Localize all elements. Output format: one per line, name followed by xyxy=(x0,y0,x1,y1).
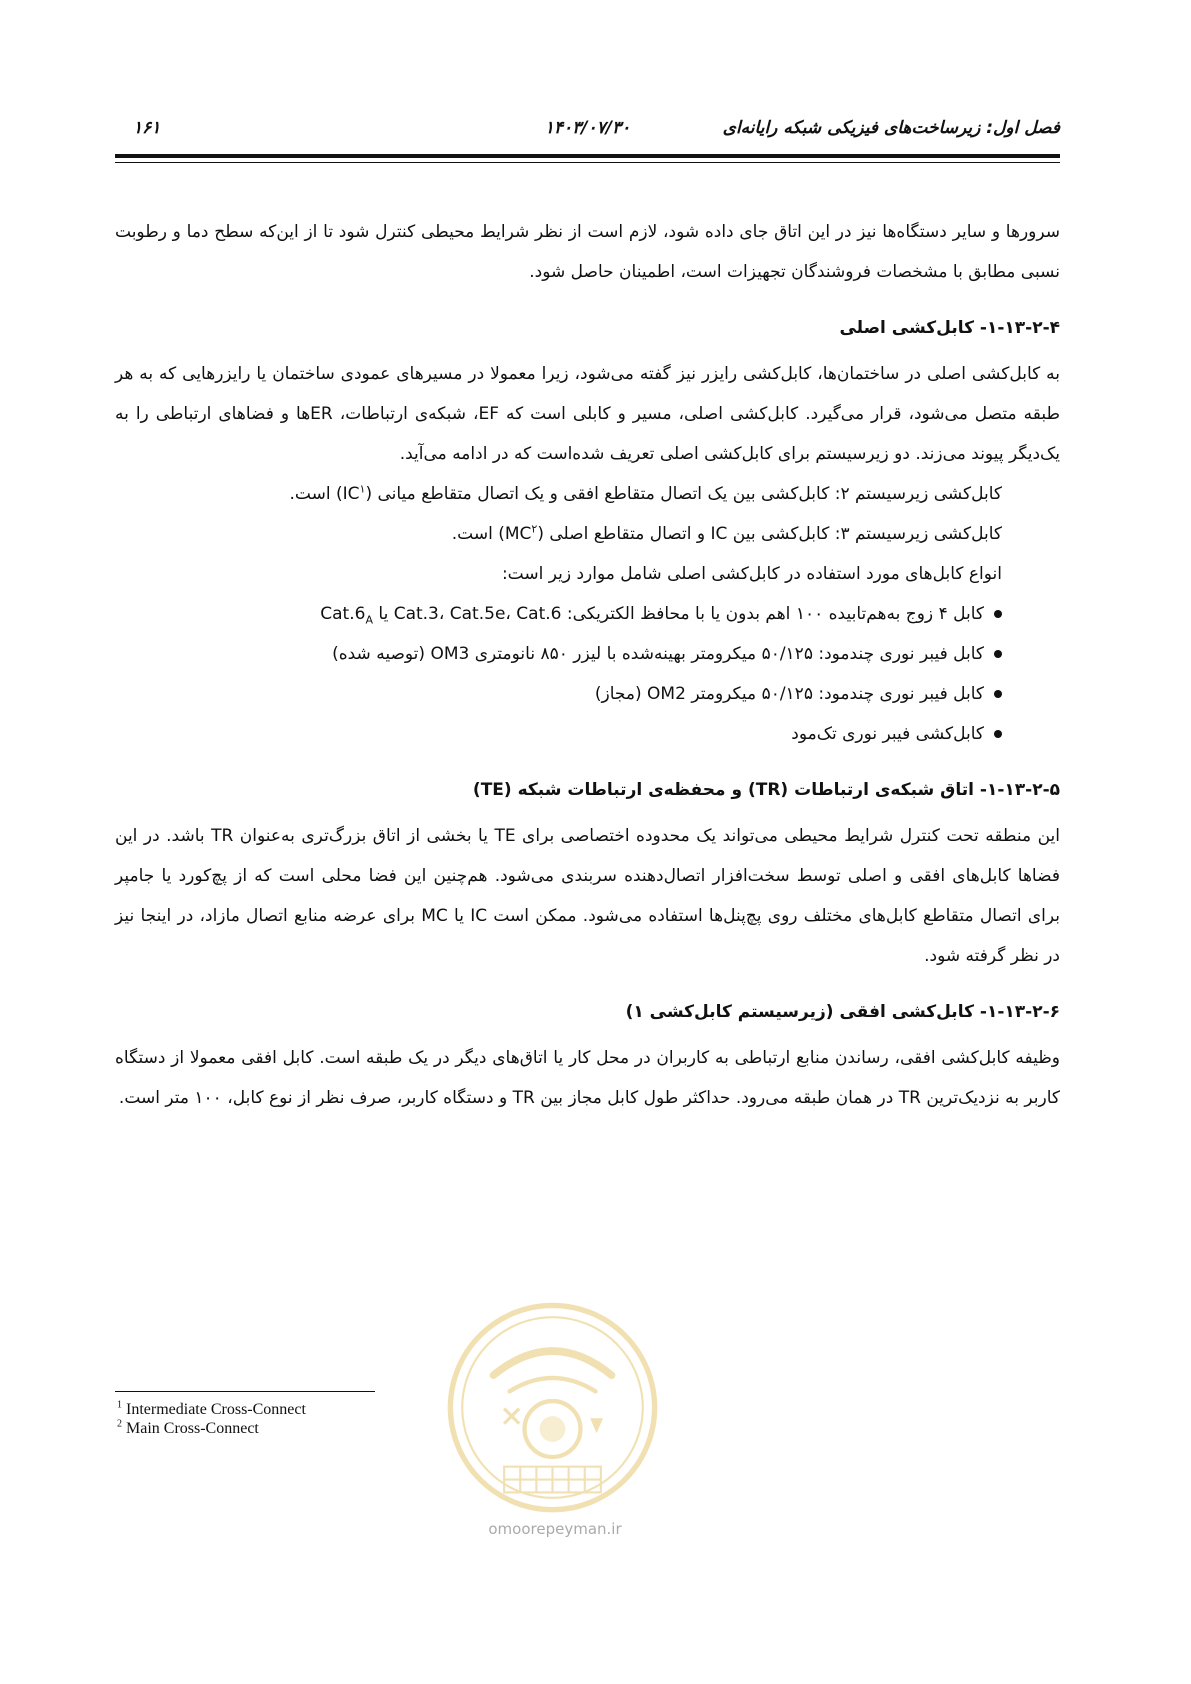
footnote-2: $^2$ Main Cross-Connect xyxy=(117,1418,259,1437)
chapter-title: فصل اول: زیرساخت‌های فیزیکی شبکه رایانه‌ای xyxy=(722,118,1060,138)
body-content xyxy=(115,212,1060,1118)
section-4-heading: ۱-۱۳-۲-۴- کابل‌کشی اصلی xyxy=(839,318,1060,338)
subsystem-3-line: کابل‌کشی زیرسیستم ۳: کابل‌کشی بین IC و اتصال متقاطع اصلی $(MC^۲)$ است. xyxy=(451,522,1002,544)
subsystem-2-line: کابل‌کشی زیرسیستم ۲: کابل‌کشی بین یک اتصال متقاطع افقی و یک اتصال متقاطع میانی $(IC^۱)$ است. xyxy=(289,482,1002,504)
list-item: کابل فیبر نوری چندمود: ۵۰/۱۲۵ میکرومتر OM2 (مجاز) xyxy=(115,674,1002,714)
section-6-paragraph: وظیفه کابل‌کشی افقی، رساندن منابع ارتباطی به کاربران در محل کار یا اتاق‌های دیگر در یک طبقه است. کابل افقی معمولا از دستگاه کاربر به نزدیک‌ترین TR در همان طبقه می‌رود. حداکثر طول کابل مجاز بین TR و دستگاه کاربر، صرف نظر از نوع کابل، ۱۰۰ متر است. xyxy=(115,1048,1060,1108)
watermark-caption: omoorepeyman.ir xyxy=(488,1520,622,1538)
list-item: کابل فیبر نوری چندمود: ۵۰/۱۲۵ میکرومتر بهینه‌شده با لیزر ۸۵۰ نانومتری OM3 (توصیه شده) xyxy=(115,634,1002,674)
list-item: کابل ۴ زوج به‌هم‌تابیده ۱۰۰ اهم بدون یا با محافظ الکتریکی: Cat.3، Cat.5e، Cat.6 یا $Cat.6_A$ xyxy=(115,594,1002,634)
list-item: کابل‌کشی فیبر نوری تک‌مود xyxy=(115,714,1002,754)
section-5-paragraph: این منطقه تحت کنترل شرایط محیطی می‌تواند یک محدوده اختصاصی برای TE یا بخشی از اتاق بزرگ‌تری به‌عنوان TR باشد. در این فضاها کابل‌های افقی و اصلی توسط سخت‌افزار اتصال‌دهنده سربندی می‌شود. هم‌چنین این فضا محلی است که از پچ‌کورد یا جامپر برای اتصال متقاطع کابل‌های مختلف روی پچ‌پنل‌ها استفاده می‌شود. ممکن است IC یا MC برای عرضه منابع اتصال مازاد، در اینجا نیز در نظر گرفته شود. xyxy=(115,826,1060,966)
header-date: ۱۴۰۳/۰۷/۳۰ xyxy=(544,118,631,138)
page-number: ۱۶۱ xyxy=(133,118,161,138)
watermark-seal-logo xyxy=(445,1300,660,1515)
footnote-1: $^1$ Intermediate Cross-Connect xyxy=(117,1399,306,1418)
subsystem-list xyxy=(115,474,1060,594)
running-header xyxy=(115,118,1060,152)
header-rule-thick xyxy=(115,154,1060,158)
cable-types-intro: انواع کابل‌های مورد استفاده در کابل‌کشی اصلی شامل موارد زیر است: xyxy=(501,564,1002,584)
header-rule-thin xyxy=(115,162,1060,163)
footnotes xyxy=(117,1400,306,1438)
section-6-heading: ۱-۱۳-۲-۶- کابل‌کشی افقی (زیرسیستم کابل‌کشی ۱) xyxy=(625,1002,1060,1022)
section-5-heading: ۱-۱۳-۲-۵- اتاق شبکه‌ی ارتباطات (TR) و محفظه‌ی ارتباطات شبکه (TE) xyxy=(472,780,1060,800)
intro-paragraph: سرورها و سایر دستگاه‌ها نیز در این اتاق جای داده شود، لازم است از نظر شرایط محیطی کنترل شود تا از این‌که سطح دما و رطوبت نسبی مطابق با مشخصات فروشندگان تجهیزات است، اطمینان حاصل شود. xyxy=(115,222,1060,282)
section-4-paragraph: به کابل‌کشی اصلی در ساختمان‌ها، کابل‌کشی رایزر نیز گفته می‌شود، زیرا معمولا در مسیرهای عمودی ساختمان یا رایزرهایی که به هر طبقه متصل می‌شود، قرار می‌گیرد. کابل‌کشی اصلی، مسیر و کابلی است که EF، شبکه‌ی ارتباطات، ERها و فضاهای ارتباطی را به یک‌دیگر پیوند می‌زند. دو زیرسیستم برای کابل‌کشی اصلی تعریف شده‌است که در ادامه می‌آید. xyxy=(115,364,1060,464)
footnote-rule xyxy=(115,1391,375,1392)
cable-types-list xyxy=(115,594,1060,754)
